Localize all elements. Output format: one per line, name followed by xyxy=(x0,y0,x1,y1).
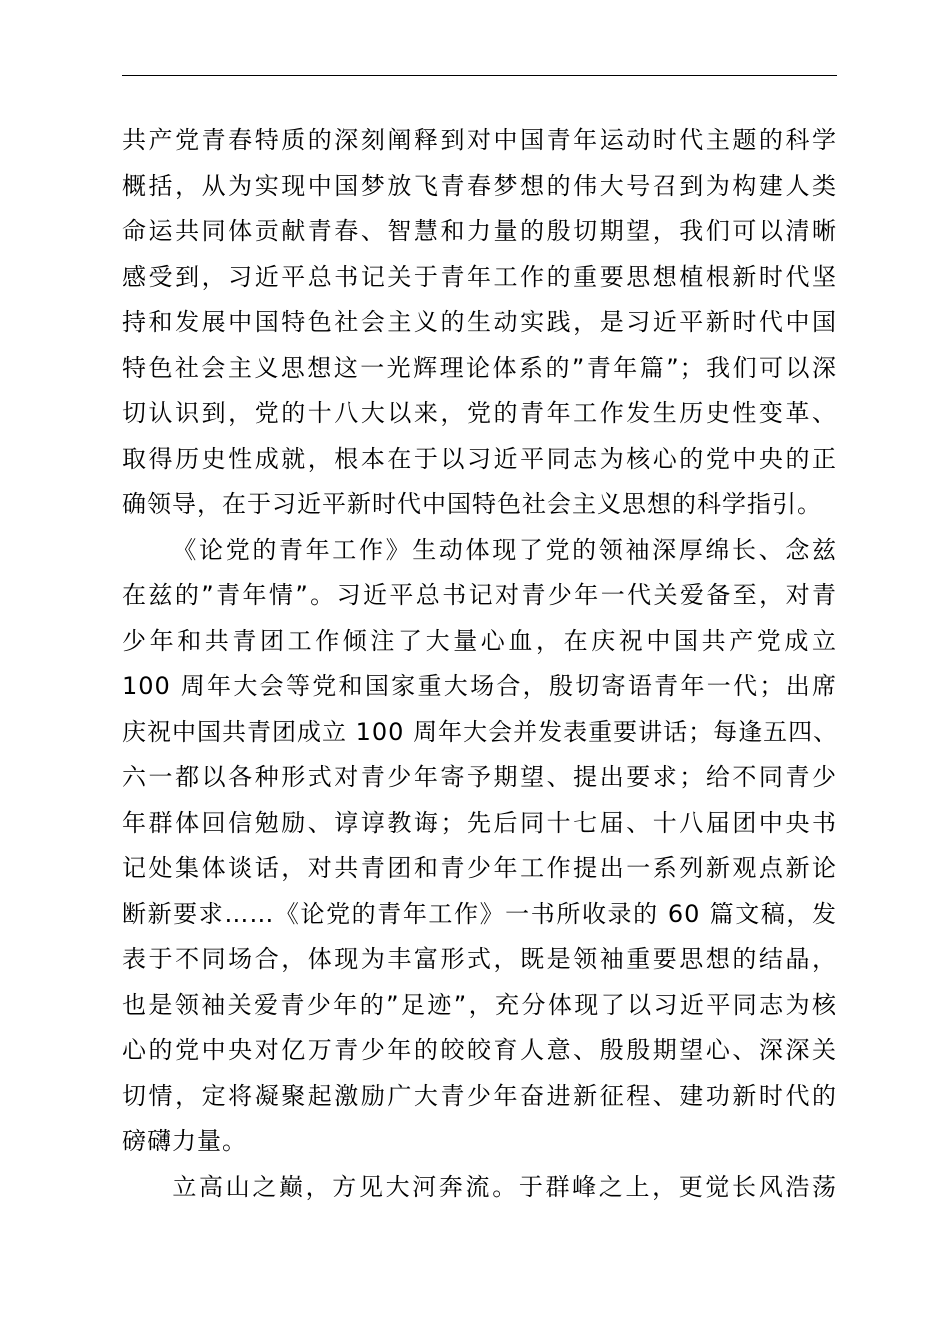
text-line: 确领导，在于习近平新时代中国特色社会主义思想的科学指引。 xyxy=(122,490,822,518)
text-line: 感受到，习近平总书记关于青年工作的重要思想植根新时代坚 xyxy=(122,262,837,291)
text-line: 在兹的”青年情”。习近平总书记对青少年一代关爱备至，对青 xyxy=(122,581,837,609)
text-line: 共产党青春特质的深刻阐释到对中国青年运动时代主题的科学 xyxy=(122,126,837,154)
text-line: 心的党中央对亿万青少年的皎皎育人意、殷殷期望心、深深关 xyxy=(122,1036,837,1064)
paragraph xyxy=(122,528,837,1165)
text-line: 切认识到，党的十八大以来，党的青年工作发生历史性变革、 xyxy=(122,399,837,427)
text-line: 表于不同场合，体现为丰富形式，既是领袖重要思想的结晶， xyxy=(122,945,837,973)
text-line: 六一都以各种形式对青少年寄予期望、提出要求；给不同青少 xyxy=(122,763,837,791)
text-line: 命运共同体贡献青春、智慧和力量的殷切期望，我们可以清晰 xyxy=(122,217,837,245)
paragraph xyxy=(122,1165,837,1211)
text-line: 也是领袖关爱青少年的”足迹”，充分体现了以习近平同志为核 xyxy=(122,990,837,1019)
paragraph xyxy=(122,118,837,528)
text-line: 磅礴力量。 xyxy=(122,1127,247,1155)
text-line: 特色社会主义思想这一光辉理论体系的”青年篇”；我们可以深 xyxy=(122,353,837,382)
text-line: 少年和共青团工作倾注了大量心血，在庆祝中国共产党成立 xyxy=(122,626,837,655)
text-line: 立高山之巅，方见大河奔流。于群峰之上，更觉长风浩荡 xyxy=(172,1172,837,1201)
text-line: 100 周年大会等党和国家重大场合，殷切寄语青年一代；出席 xyxy=(122,672,837,700)
text-line: 记处集体谈话，对共青团和青少年工作提出一系列新观点新论 xyxy=(122,854,837,882)
text-line: 取得历史性成就，根本在于以习近平同志为核心的党中央的正 xyxy=(122,444,837,473)
text-line: 持和发展中国特色社会主义的生动实践，是习近平新时代中国 xyxy=(122,308,837,336)
text-line: 概括，从为实现中国梦放飞青春梦想的伟大号召到为构建人类 xyxy=(122,171,837,200)
header-rule xyxy=(122,75,837,76)
text-line: 断新要求……《论党的青年工作》一书所收录的 60 篇文稿，发 xyxy=(122,899,837,928)
text-line: 切情，定将凝聚起激励广大青少年奋进新征程、建功新时代的 xyxy=(122,1081,837,1110)
text-line: 庆祝中国共青团成立 100 周年大会并发表重要讲话；每逢五四、 xyxy=(122,717,839,746)
document-body xyxy=(122,118,837,1210)
text-line: 《论党的青年工作》生动体现了党的领袖深厚绵长、念兹 xyxy=(172,535,837,564)
text-line: 年群体回信勉励、谆谆教诲；先后同十七届、十八届团中央书 xyxy=(122,808,837,837)
